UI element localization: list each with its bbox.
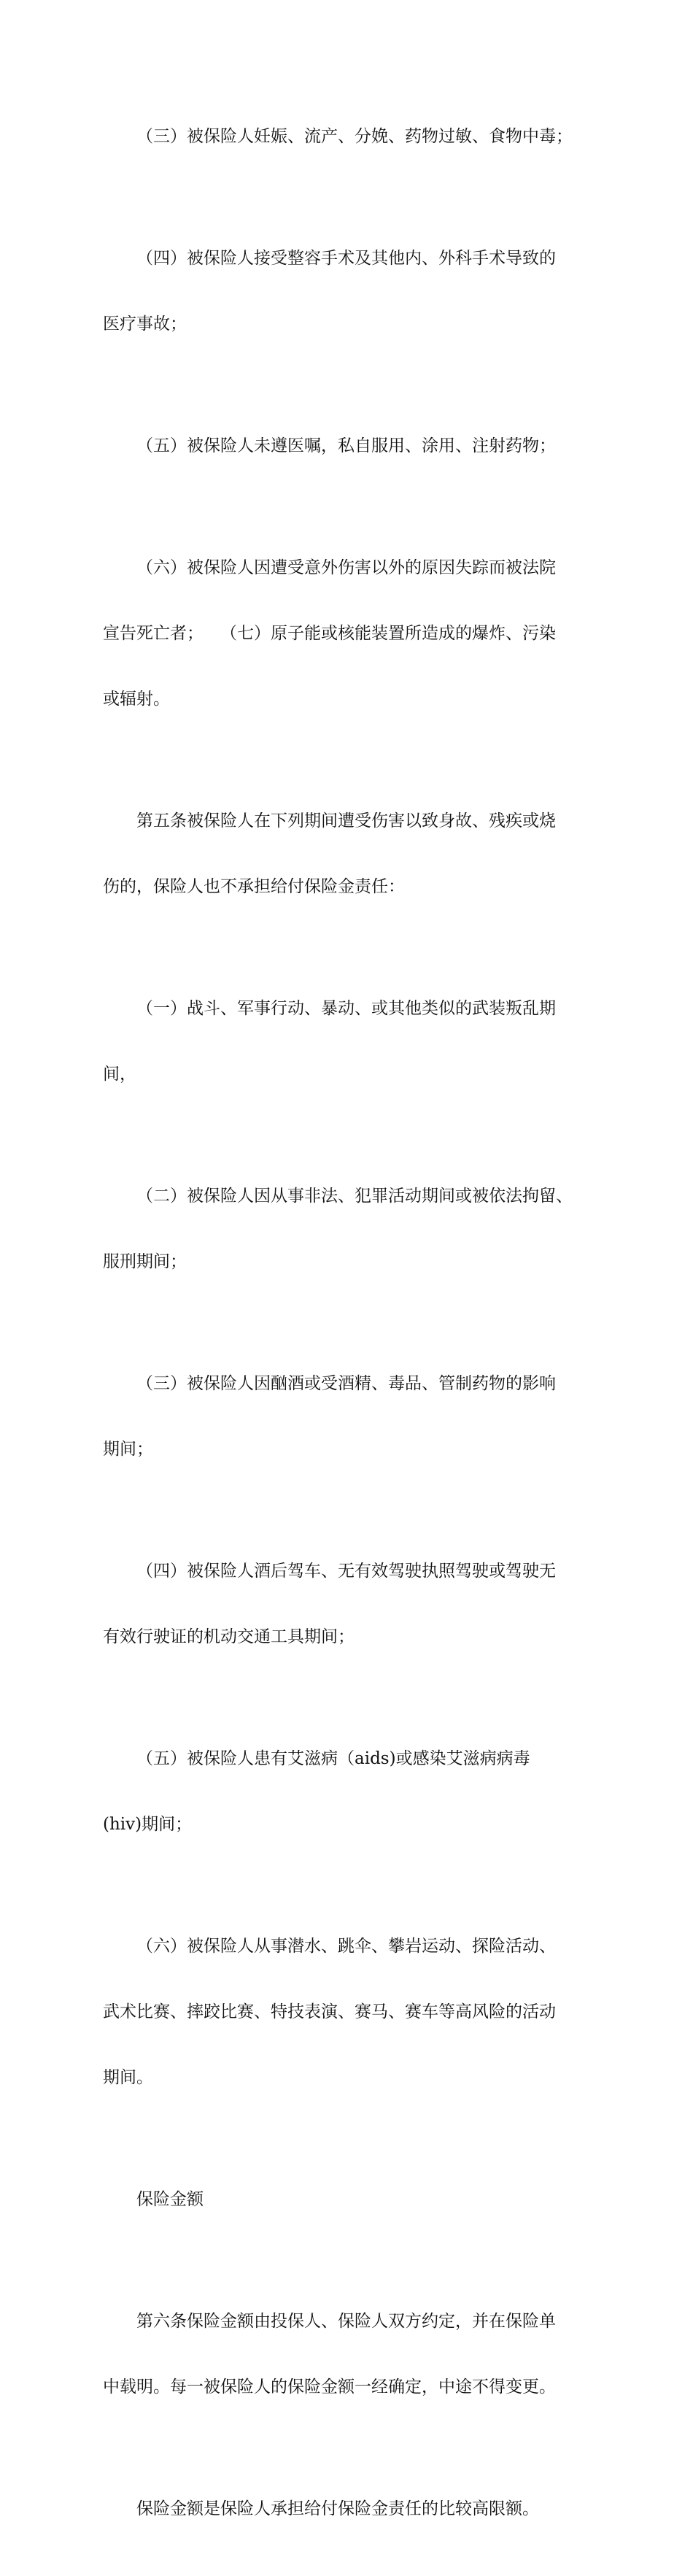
text-line: 期间。: [103, 2068, 153, 2087]
text-line: （三）被保险人因酗酒或受酒精、毒品、管制药物的影响: [136, 1374, 556, 1393]
text-line: 服刑期间；: [103, 1252, 187, 1271]
paragraph-clause-6-7-missing-nuclear: [103, 513, 599, 754]
text-line: （五）被保险人患有艾滋病（aids)或感染艾滋病病毒: [136, 1749, 530, 1768]
text-line: 伤的，保险人也不承担给付保险金责任：: [103, 877, 405, 896]
text-line: （二）被保险人因从事非法、犯罪活动期间或被依法拘留、: [136, 1187, 573, 1206]
paragraph-clause-5-medication: [103, 391, 599, 501]
text-line: 间，: [103, 1065, 136, 1084]
text-line: 期间；: [103, 1440, 153, 1459]
text-line: 第五条被保险人在下列期间遭受伤害以致身故、残疾或烧: [136, 811, 556, 830]
text-line: 宣告死亡者； （七）原子能或核能装置所造成的爆炸、污染: [103, 624, 556, 643]
text-line: （三）被保险人妊娠、流产、分娩、药物过敏、食物中毒；: [136, 127, 573, 146]
text-line: 第六条保险金额由投保人、保险人双方约定，并在保险单: [136, 2312, 556, 2331]
text-line: 保险金额是保险人承担给付保险金责任的比较高限额。: [136, 2499, 539, 2518]
text-line: （六）被保险人从事潜水、跳伞、攀岩运动、探险活动、: [136, 1937, 556, 1956]
text-line: 或辐射。: [103, 690, 170, 709]
paragraph-clause-4-surgery: [103, 204, 599, 379]
text-line: 武术比赛、摔跤比赛、特技表演、赛马、赛车等高风险的活动: [103, 2002, 556, 2021]
paragraph-article-5-item-3: [103, 1329, 599, 1504]
paragraph-clause-3-pregnancy: [103, 82, 599, 191]
paragraph-article-5-item-6: [103, 1891, 599, 2132]
text-line: （一）战斗、军事行动、暴动、或其他类似的武装叛乱期: [136, 999, 556, 1018]
paragraph-article-5-item-2: [103, 1141, 599, 1316]
paragraph-article-6: [103, 2267, 599, 2442]
text-line: (hiv)期间；: [103, 1815, 193, 1834]
text-line: （四）被保险人酒后驾车、无有效驾驶执照驾驶或驾驶无: [136, 1562, 556, 1581]
paragraph-sum-insured-limit: [103, 2454, 599, 2564]
text-line: （六）被保险人因遭受意外伤害以外的原因失踪而被法院: [136, 558, 556, 577]
text-line: （四）被保险人接受整容手术及其他内、外科手术导致的: [136, 249, 556, 268]
paragraph-article-5: [103, 766, 599, 941]
text-line: 有效行驶证的机动交通工具期间；: [103, 1627, 355, 1646]
text-line: （五）被保险人未遵医嘱，私自服用、涂用、注射药物；: [136, 436, 556, 455]
document-body: [103, 82, 599, 2576]
paragraph-article-5-item-5: [103, 1704, 599, 1879]
section-heading-sum-insured: [103, 2145, 599, 2254]
text-line: 保险金额: [136, 2190, 204, 2209]
paragraph-article-5-item-1: [103, 954, 599, 1129]
text-line: 中载明。每一被保险人的保险金额一经确定，中途不得变更。: [103, 2378, 556, 2396]
text-line: 医疗事故；: [103, 315, 187, 333]
paragraph-article-5-item-4: [103, 1516, 599, 1692]
